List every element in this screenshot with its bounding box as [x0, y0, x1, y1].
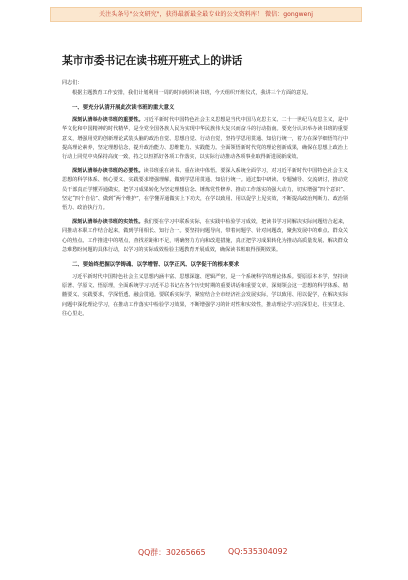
paragraph-lead: 深刻认清举办读书班的重要性。: [72, 116, 144, 123]
paragraph-lead: 深刻认清举办读书班的必要性。: [72, 167, 144, 174]
paragraph-body: 习近平新时代中国特色社会主义思想是当代中国马克思主义、二十一世纪马克思主义，是中华文化和中国精神的时代精华，是全党全国各族人民为实现中华民族伟大复兴而奋斗的行动指南。要充分认识举办读书班的重要意义，增强用党的创新理论武装头脑的政治自觉、思想自觉、行动自觉，坚持学思用贯通、知信行统一，着力在深学细悟笃行中提高理论素养，坚定理想信念，提升政治能力、思维能力、实践能力。全面领悟新时代党的理论创新成果，确保在思想上政治上行动上同党中央保持高度一致，持之以恒抓好各项工作落实，以实际行动推动各项事业取得新进展新成效。: [62, 116, 348, 161]
salutation: 同志们：: [62, 80, 83, 86]
qq-number: QQ:535304092: [228, 547, 288, 556]
section-2-paragraph-1: [62, 273, 348, 320]
document-title: 某市市委书记在读书班开班式上的讲话: [62, 54, 243, 67]
section-1-heading: 一、要充分认清开展此次读书班的重大意义: [72, 104, 175, 111]
intro-paragraph: 根据主题教育工作安排，我们计划利用一周的时间组织读书班，今天组织开班仪式，我讲三个方面的意见。: [72, 90, 312, 97]
section-1-paragraph-3: [62, 218, 348, 256]
paragraph-lead: 深刻认清举办读书班的实效性。: [72, 218, 144, 225]
section-2-heading: 二、要始终把握以学铸魂、以学增智、以学正风、以学促干的根本要求: [72, 261, 240, 268]
promo-banner: 关注头条号"公文研究"，获得最新最全最专业的公文资料库！ 微信：gongwenj: [50, 7, 362, 22]
paragraph-body: 我们要在学习中联系实际，在实践中检验学习成效，把读书学习同解决实际问题结合起来，同推动本职工作结合起来，做到学用相长、知行合一。要坚持问题导向，带着问题学、针对问题改，聚焦发展中的难点、群众关心的热点、工作推进中的堵点，查找差距和不足，明确努力方向和改进措施，真正把学习成果转化为推动高质量发展、解决群众急难愁盼问题的具体行动，以学习的实际成效检验主题教育开展成效，确保读书班取得预期效果。: [62, 218, 348, 254]
qq-group-number: QQ群：30265665: [138, 548, 206, 557]
paragraph-body: 习近平新时代中国特色社会主义思想内涵丰富、思想深邃、逻辑严密，是一个系统科学的理论体系。要原原本本学，坚持读原著、学原文、悟原理，全面系统学习习近平总书记在各个历史时期的重要讲话和重要文章，深刻领会这一思想的科学体系、精髓要义、实践要求，学深悟透、融会贯通。要联系实际学，紧密结合全市经济社会发展实际，学以致用、用以促学，在解决实际问题中深化理论学习，在推动工作落实中检验学习效果，不断增强学习的针对性和实效性，推动理论学习往深里走、往实里走、往心里走。: [62, 273, 348, 318]
paragraph-body: 读书班重在读书、重在读中体悟。要深入系统全面学习，对习近平新时代中国特色社会主义思想的科学体系、核心要义、实践要求增强理解，做到学思用贯通、知信行统一。通过集中研读、专题辅导、交流研讨，推动党员干部真正学懂弄通做实，把学习成果转化为坚定理想信念、锤炼党性修养、推动工作落实的强大动力，切实增强“四个意识”、坚定“四个自信”、做到“两个维护”，在学懂弄通做实上下功夫，在学以致用、用以促学上见实效，不断提高政治判断力、政治领悟力、政治执行力。: [62, 167, 348, 212]
document-page: [62, 52, 348, 321]
title-spacer: [62, 70, 348, 79]
section-1-paragraph-1: [62, 116, 348, 163]
footer-contact: [0, 547, 408, 561]
section-1-paragraph-2: [62, 167, 348, 214]
